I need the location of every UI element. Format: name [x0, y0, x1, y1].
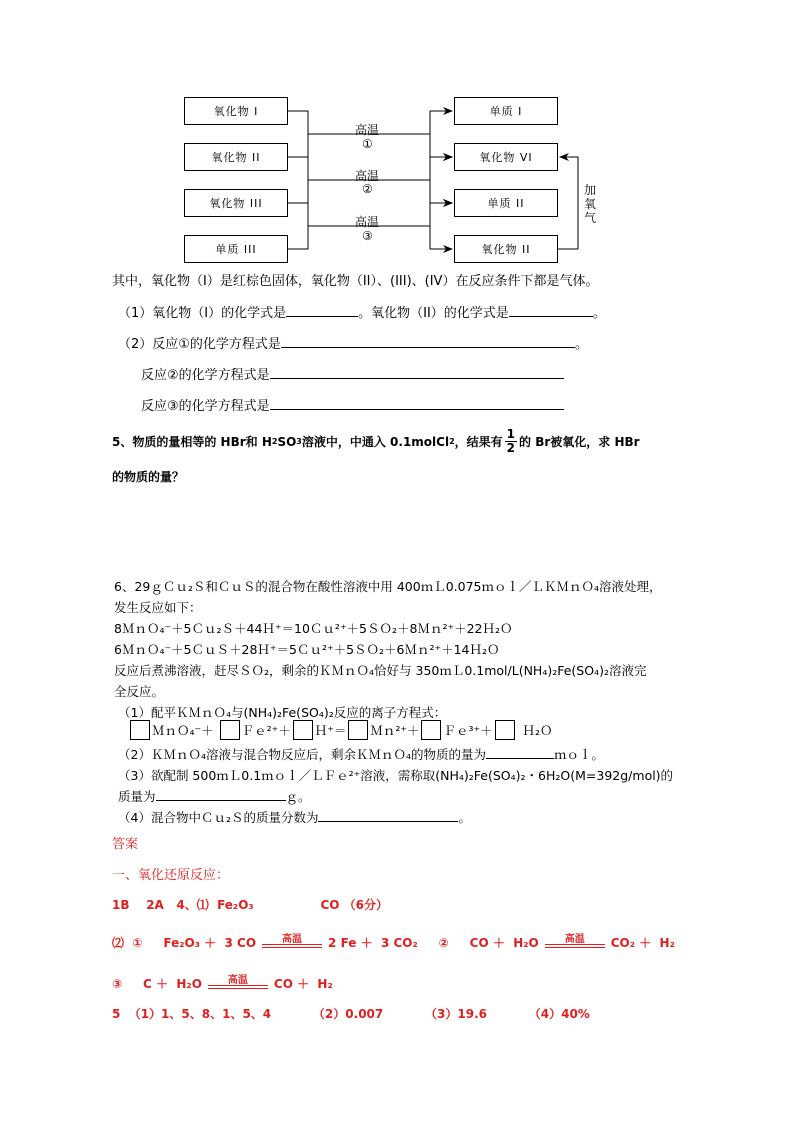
- answer-line-3: ③ C ＋ H₂O 高温 CO ＋ H₂: [112, 974, 333, 991]
- q6-sub1: （1）配平ＫＭｎＯ₄与(NH₄)₂Fe(SO₄)₂反应的离子方程式：: [118, 705, 447, 720]
- blank-eq-1[interactable]: [281, 335, 575, 348]
- q5-line1: 5、物质的量相等的 HBr和 H 2 SO 3 溶液中，中通入 0.1molCl 2 ，结果有 $\frac{1}{2}$ 的 Br被氧化，求 HBr: [112, 427, 640, 455]
- cond-3-num: ③: [362, 229, 373, 243]
- q6-line3: 反应后煮沸溶液，赶尽ＳＯ₂，剩余的ＫＭｎＯ₄恰好与 350ｍＬ0.1mol/L(NH₄)₂Fe(SO₄)₂溶液完: [114, 663, 647, 678]
- q6-balance-equation: ＭｎＯ₄⁻＋ Ｆｅ²⁺＋ Ｈ⁺＝ Ｍｎ²⁺＋ Ｆｅ³⁺＋ Ｈ₂Ｏ: [128, 720, 553, 740]
- q6-line1: 6、29ｇＣｕ₂Ｓ和ＣｕＳ的混合物在酸性溶液中用 400ｍＬ0.075ｍｏｌ／ＬＫＭｎＯ₄溶液处理，: [114, 579, 662, 594]
- q6-eq1: 8ＭｎＯ₄⁻＋5Ｃｕ₂Ｓ＋44Ｈ⁺＝10Ｃｕ²⁺＋5ＳＯ₂＋8Ｍｎ²⁺＋22Ｈ₂Ｏ: [114, 621, 513, 636]
- q6-line4: 全反应。: [114, 684, 165, 699]
- q6-sub2: （2）ＫＭｎＯ₄溶液与混合物反应后，剩余ＫＭｎＯ₄的物质的量为 ｍｏｌ。: [118, 747, 604, 762]
- box-oxide-3: 氧化物 III: [184, 189, 288, 217]
- q4-part4: 反应③的化学方程式是: [141, 395, 564, 414]
- coef-box-1[interactable]: [130, 720, 150, 740]
- answer-line-4: 5 （1）1、5、8、1、5、4 （2）0.007 （3）19.6 （4）40%: [112, 1007, 590, 1021]
- coef-box-2[interactable]: [220, 720, 240, 740]
- coef-box-4[interactable]: [348, 720, 368, 740]
- q4-part3: 反应②的化学方程式是: [141, 364, 564, 383]
- coef-box-6[interactable]: [495, 720, 515, 740]
- condition-high-temp: 高温: [208, 976, 268, 992]
- q5-line2: 的物质的量？: [112, 470, 185, 484]
- blank-mass[interactable]: [156, 788, 286, 801]
- blank-eq-3[interactable]: [270, 397, 564, 410]
- answer-line-2: ⑵ ① Fe₂O₃ ＋ 3 CO 高温 2 Fe ＋ 3 CO₂ ② CO ＋ H₂O 高温 CO₂ ＋ H₂: [112, 933, 675, 950]
- q6-sub3: （3）欲配制 500ｍＬ0.1ｍｏｌ／ＬＦｅ²⁺溶液，需称取(NH₄)₂Fe(SO₄)₂・6H₂O(M=392g/mol)的: [118, 768, 674, 783]
- cond-2-temp: 高温: [355, 169, 380, 183]
- blank-oxide-1[interactable]: [286, 304, 358, 317]
- cond-1-num: ①: [362, 137, 373, 151]
- q6-sub3b: 质量为 ｇ。: [118, 789, 311, 804]
- coef-box-5[interactable]: [421, 720, 441, 740]
- answer-section-1: 一、氧化还原反应：: [112, 868, 230, 883]
- cond-3-temp: 高温: [355, 215, 380, 229]
- q4-part1: （1）氧化物（I）的化学式是 。氧化物（II）的化学式是 。: [118, 306, 606, 321]
- box-element-1: 单质 I: [454, 97, 558, 125]
- cond-1-temp: 高温: [355, 123, 380, 137]
- add-oxygen-label: 加氧气: [584, 183, 597, 225]
- fraction-half: $\frac{1}{2}$: [506, 427, 516, 455]
- coef-box-3[interactable]: [293, 720, 313, 740]
- box-oxide-1: 氧化物 I: [184, 97, 288, 125]
- box-oxide-2-right: 氧化物 II: [454, 235, 558, 263]
- q4-intro: 其中，氧化物（I）是红棕色固体，氧化物（II）、(III)、(IV）在反应条件下都是气体。: [112, 274, 599, 289]
- blank-eq-2[interactable]: [270, 366, 564, 379]
- q6-eq2: 6ＭｎＯ₄⁻＋5ＣｕＳ＋28Ｈ⁺＝5Ｃｕ²⁺＋5ＳＯ₂＋6Ｍｎ²⁺＋14Ｈ₂Ｏ: [114, 642, 500, 657]
- blank-oxide-2[interactable]: [509, 304, 593, 317]
- box-element-3: 单质 III: [184, 235, 288, 263]
- answer-line-1: 1B 2A 4、⑴ Fe₂O₃ CO （6分）: [112, 898, 389, 912]
- blank-mass-fraction[interactable]: [318, 809, 458, 822]
- cond-2-num: ②: [362, 182, 373, 196]
- box-element-2: 单质 II: [454, 189, 558, 217]
- condition-high-temp: 高温: [545, 935, 605, 951]
- q4-part2: （2）反应①的化学方程式是 。: [118, 337, 588, 352]
- box-oxide-6: 氧化物 VI: [454, 143, 558, 171]
- blank-remaining-kmno4[interactable]: [486, 746, 554, 759]
- diagram-connectors: [0, 0, 794, 280]
- box-oxide-2: 氧化物 II: [184, 143, 288, 171]
- condition-high-temp: 高温: [262, 935, 322, 951]
- q6-line2: 发生反应如下：: [114, 600, 202, 615]
- q6-sub4: （4）混合物中Ｃｕ₂Ｓ的质量分数为 。: [118, 810, 471, 825]
- answer-title: 答案: [112, 837, 139, 852]
